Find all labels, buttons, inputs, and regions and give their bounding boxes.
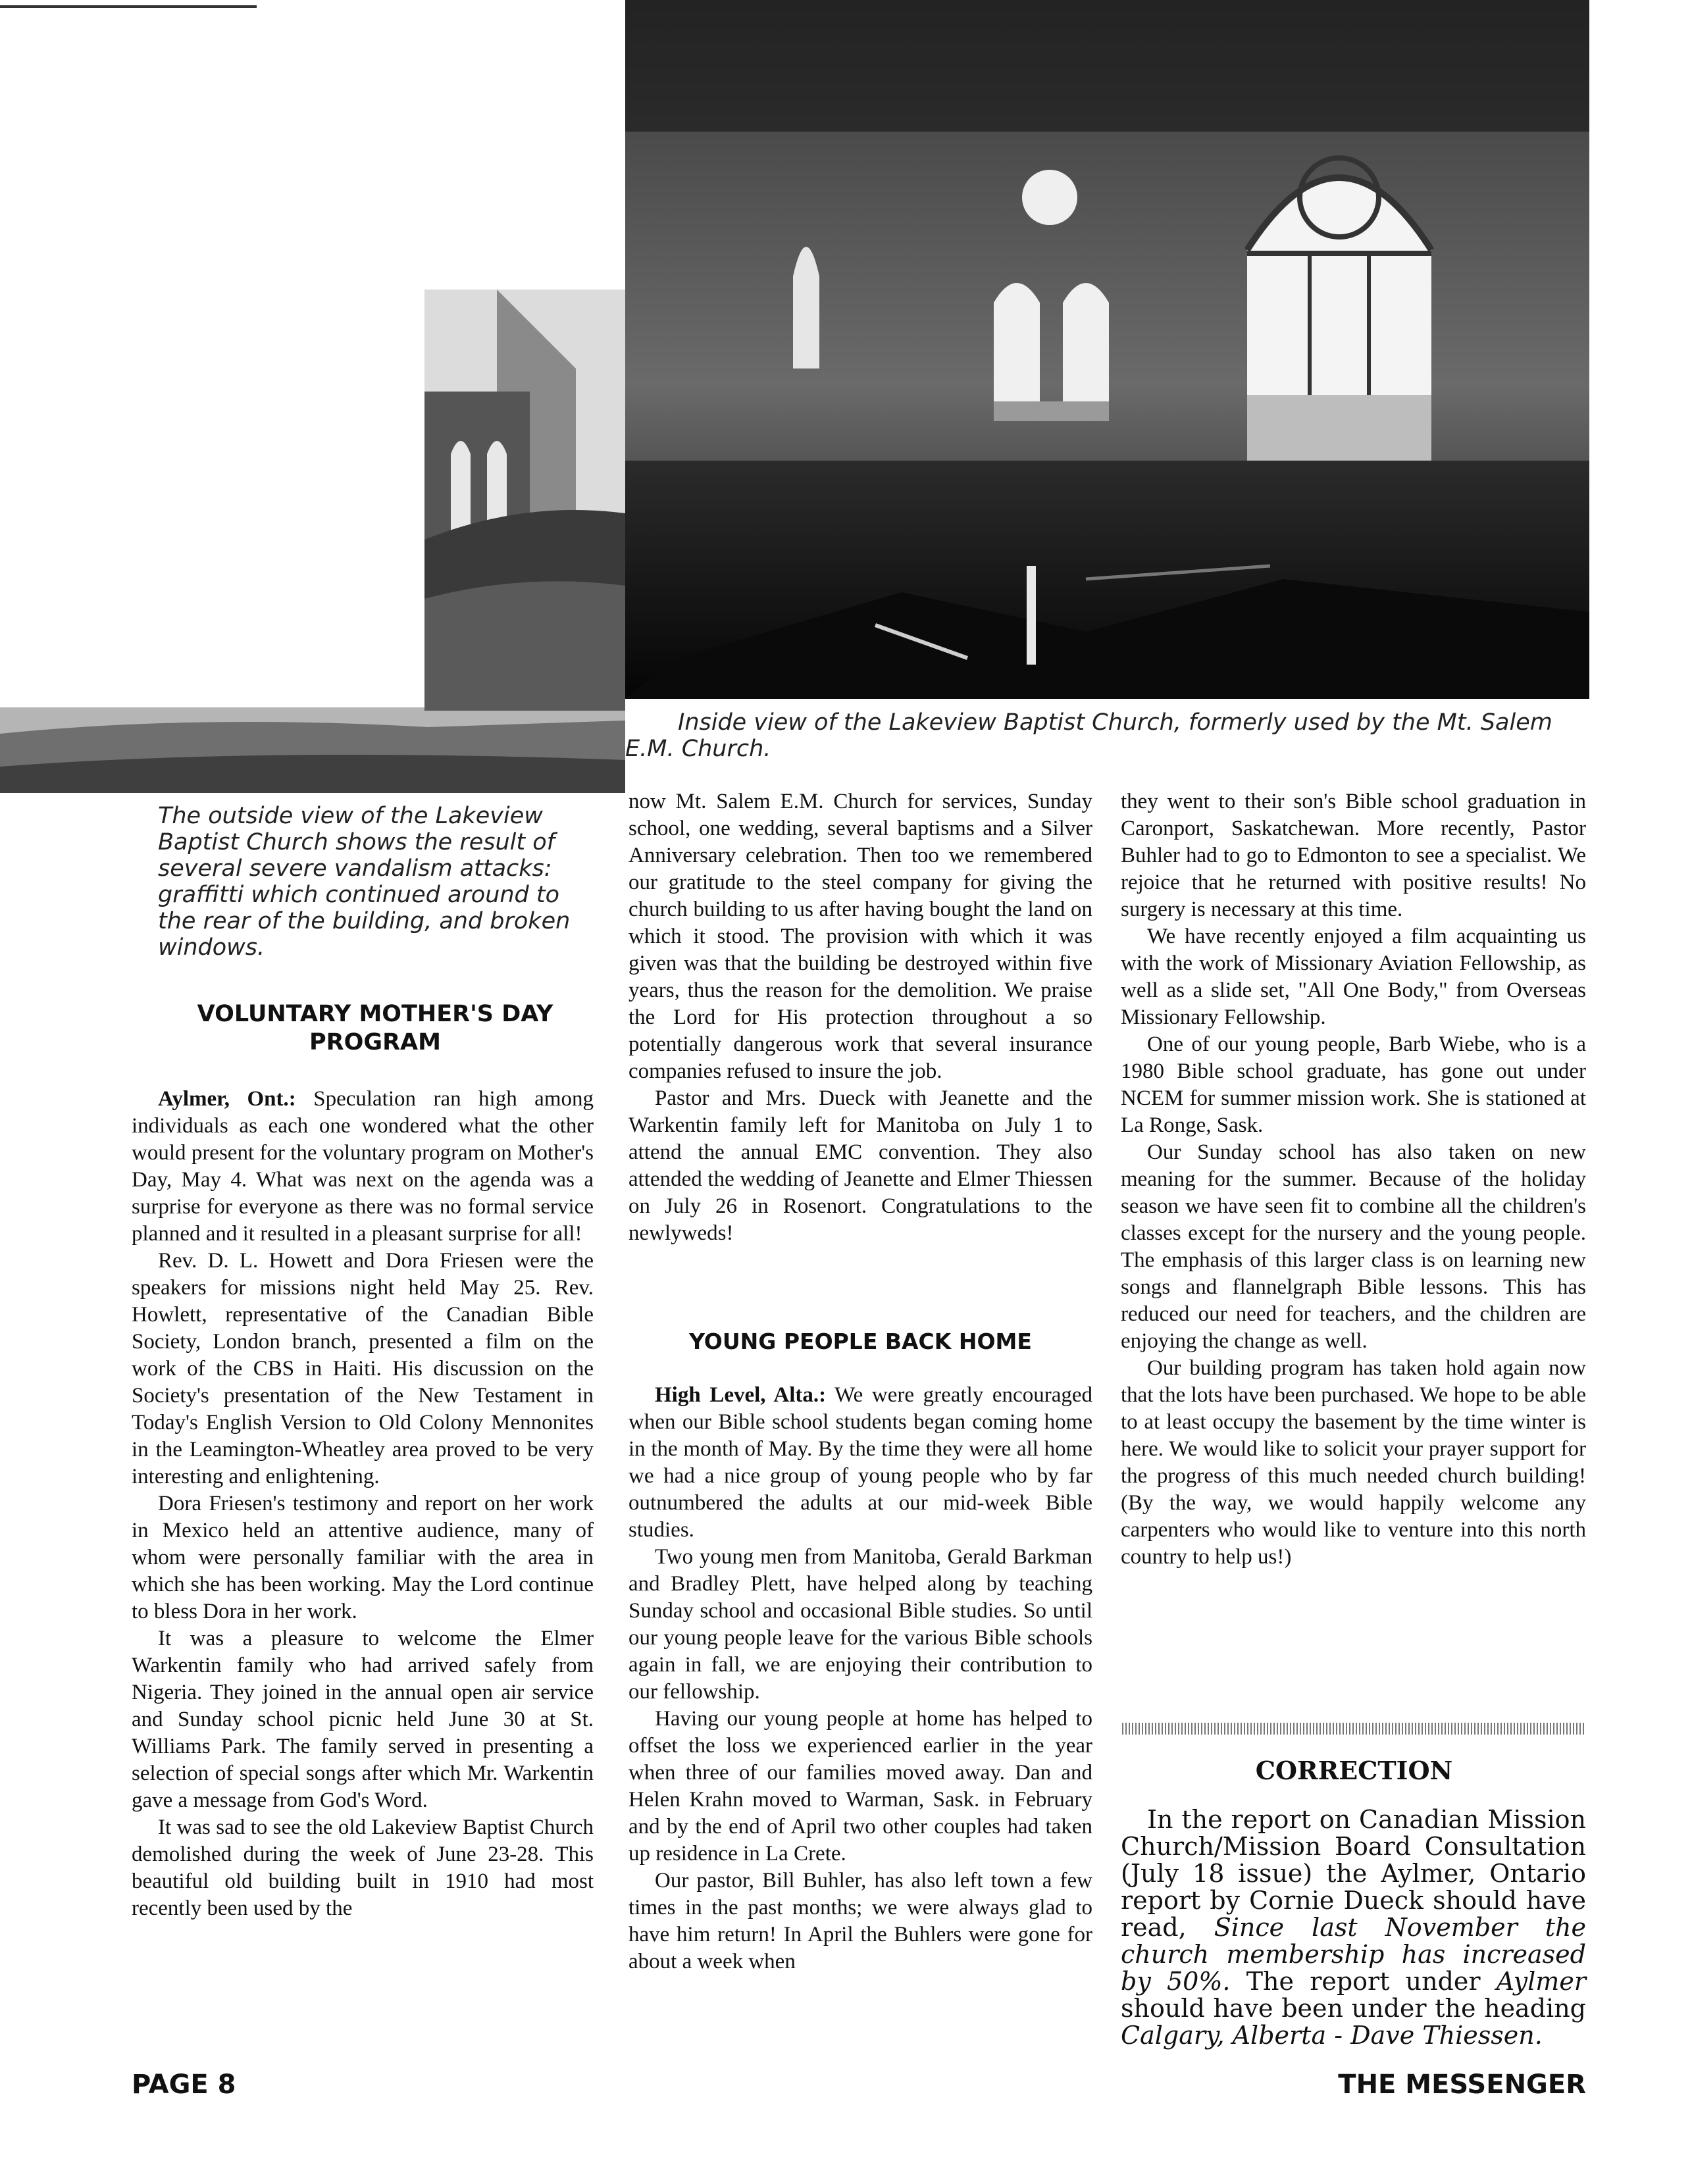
article1-paragraph-5-cont: now Mt. Salem E.M. Church for services, Sunday school, one wedding, several baptisms and a Silver Anniversary celebration. Then too we remembered our gratitude to the steel company for giving the church building to us after having bought the land on which it stood. The provision with which it was given was that the building be destroyed within five years, thus the reason for the demolition. We praise the Lord for His protection throughout a so potentially dangerous work that several insurance companies refused to insure the job. xyxy=(628,790,1092,1083)
article2-paragraph-2: Two young men from Manitoba, Gerald Barkman and Bradley Plett, have helped along by teaching Sunday school and occasional Bible studies. So until our young people leave for the various Bible schools again in fall, we are enjoying their contribution to our fellowship. xyxy=(628,1545,1092,1704)
article2-paragraph-3: Having our young people at home has helped to offset the loss we experienced earlier in the year when three of our families moved away. Dan and Helen Krahn moved to Warman, Sask. in February and by the end of April two other couples had taken up residence in La Crete. xyxy=(628,1707,1092,1866)
correction-heading-ref: Calgary, Alberta - Dave Thiessen. xyxy=(1121,2021,1543,2050)
article1-column1 xyxy=(132,1086,594,1922)
church-interior-photo xyxy=(625,0,1589,699)
article1-heading: VOLUNTARY MOTHER'S DAY PROGRAM xyxy=(197,1001,553,1055)
article2-paragraph-6: One of our young people, Barb Wiebe, who is a 1980 Bible school graduate, has gone out under NCEM for summer mission work. She is stationed at La Ronge, Sask. xyxy=(1121,1032,1586,1137)
article2-heading: YOUNG PEOPLE BACK HOME xyxy=(689,1329,1032,1354)
article1-paragraph-2: Rev. D. L. Howett and Dora Friesen were the speakers for missions night held May 25. Rev. Howlett, representative of the Canadian Bible Society, London branch, presented a film on the work of the CBS in Haiti. His discussion on the Society's presentation of the New Testament in Today's English Version to Old Colony Mennonites in the Leamington-Wheatley area proved to be very interesting and enlightening. xyxy=(132,1249,594,1488)
correction-text: In the report on Canadian Mission Church/Mission Board Consultation (July 18 issue) the Aylmer, Ontario report by Cornie Dueck should have read, Since last November the church membership has increased by 50%. The report under Aylmer should have been under the heading Calgary, Alberta - Dave Thiessen. xyxy=(1121,1805,1586,2050)
correction-heading: CORRECTION xyxy=(1255,1756,1453,1785)
article2-paragraph-4-cont: they went to their son's Bible school graduation in Caronport, Saskatchewan. More recently, Pastor Buhler had to go to Edmonton to see a specialist. We rejoice that he returned with positive results! No surgery is necessary at this time. xyxy=(1121,790,1586,921)
article1-column2 xyxy=(628,788,1092,1247)
page-number: PAGE 8 xyxy=(132,2070,236,2100)
article2-column2 xyxy=(628,1382,1092,1975)
article2-paragraph-4: Our pastor, Bill Buhler, has also left town a few times in the past months; we were always glad to have him return! In April the Buhlers were gone for about a week when xyxy=(628,1869,1092,1973)
article1-dateline: Aylmer, Ont.: xyxy=(158,1087,296,1111)
exterior-photo-caption: The outside view of the Lakeview Baptist Church shows the result of several severe vandalism attacks: graffitti which continued around to the rear of the building, and broken windows. xyxy=(158,803,571,961)
exterior-tower-drawing xyxy=(424,290,625,711)
article2-paragraph-5: We have recently enjoyed a film acquainting us with the work of Missionary Aviation Fellowship, as well as a slide set, "All One Body," from Overseas Missionary Fellowship. xyxy=(1121,925,1586,1029)
article2-dateline: High Level, Alta.: xyxy=(655,1383,827,1407)
article1-paragraph-6: Pastor and Mrs. Dueck with Jeanette and the Warkentin family left for Manitoba on July 1 to attend the annual EMC convention. They also attended the wedding of Jeanette and Elmer Thiessen on July 26 in Rosenort. Congratulations to the newlyweds! xyxy=(628,1086,1092,1245)
correction-place: Aylmer xyxy=(1496,1967,1586,1996)
article2-paragraph-7: Our Sunday school has also taken on new meaning for the summer. Because of the holiday season we have seen fit to combine all the children's classes except for the nursery and the young people. The emphasis of this larger class is on learning new songs and flannelgraph Bible lessons. This has reduced our need for teachers, and the children are enjoying the change as well. xyxy=(1121,1140,1586,1353)
church-exterior-photo xyxy=(0,707,625,793)
publication-name: THE MESSENGER xyxy=(1338,2070,1586,2100)
article2-paragraph-8: Our building program has taken hold again now that the lots have been purchased. We hope to be able to at least occupy the basement by the time winter is here. We would like to solicit your prayer support for the progress of this much needed church building! (By the way, we would happily welcome any carpenters who would like to venture into this north country to help us!) xyxy=(1121,1356,1586,1569)
church-interior-drawing xyxy=(625,0,1589,699)
article1-paragraph-4: It was a pleasure to welcome the Elmer Warkentin family who had arrived safely from Nigeria. They joined in the annual open air service and Sunday school picnic held June 30 at St. Williams Park. The family served in presenting a selection of special songs after which Mr. Warkentin gave a message from God's Word. xyxy=(132,1627,594,1812)
church-exterior-upper xyxy=(424,290,625,711)
article1-paragraph-5: It was sad to see the old Lakeview Baptist Church demolished during the week of June 23-28. This beautiful old building built in 1910 had most recently been used by the xyxy=(132,1816,594,1920)
article1-paragraph-3: Dora Friesen's testimony and report on her work in Mexico held an attentive audience, many of whom were personally familiar with the area in which she has been working. May the Lord continue to bless Dora in her work. xyxy=(132,1492,594,1623)
article1-paragraph-1: Aylmer, Ont.: Speculation ran high among individuals as each one wondered what the other would present for the voluntary program on Mother's Day, May 4. What was next on the agenda was a surprise for everyone as there was no formal service planned and it resulted in a pleasant surprise for all! xyxy=(132,1087,594,1246)
article2-paragraph-1: High Level, Alta.: We were greatly encouraged when our Bible school students began coming home in the month of May. By the time they were all home we had a nice group of young people who by far outnumbered the adults at our mid-week Bible studies. xyxy=(628,1383,1092,1542)
top-rule xyxy=(0,5,257,8)
interior-photo-caption: Inside view of the Lakeview Baptist Church, formerly used by the Mt. Salem E.M. Church. xyxy=(625,709,1552,762)
correction-quote: Since last November the church membership has increased by 50%. xyxy=(1121,1913,1586,1996)
section-divider xyxy=(1122,1723,1586,1735)
article2-column3 xyxy=(1121,788,1586,1571)
exterior-ground-drawing xyxy=(0,707,625,793)
